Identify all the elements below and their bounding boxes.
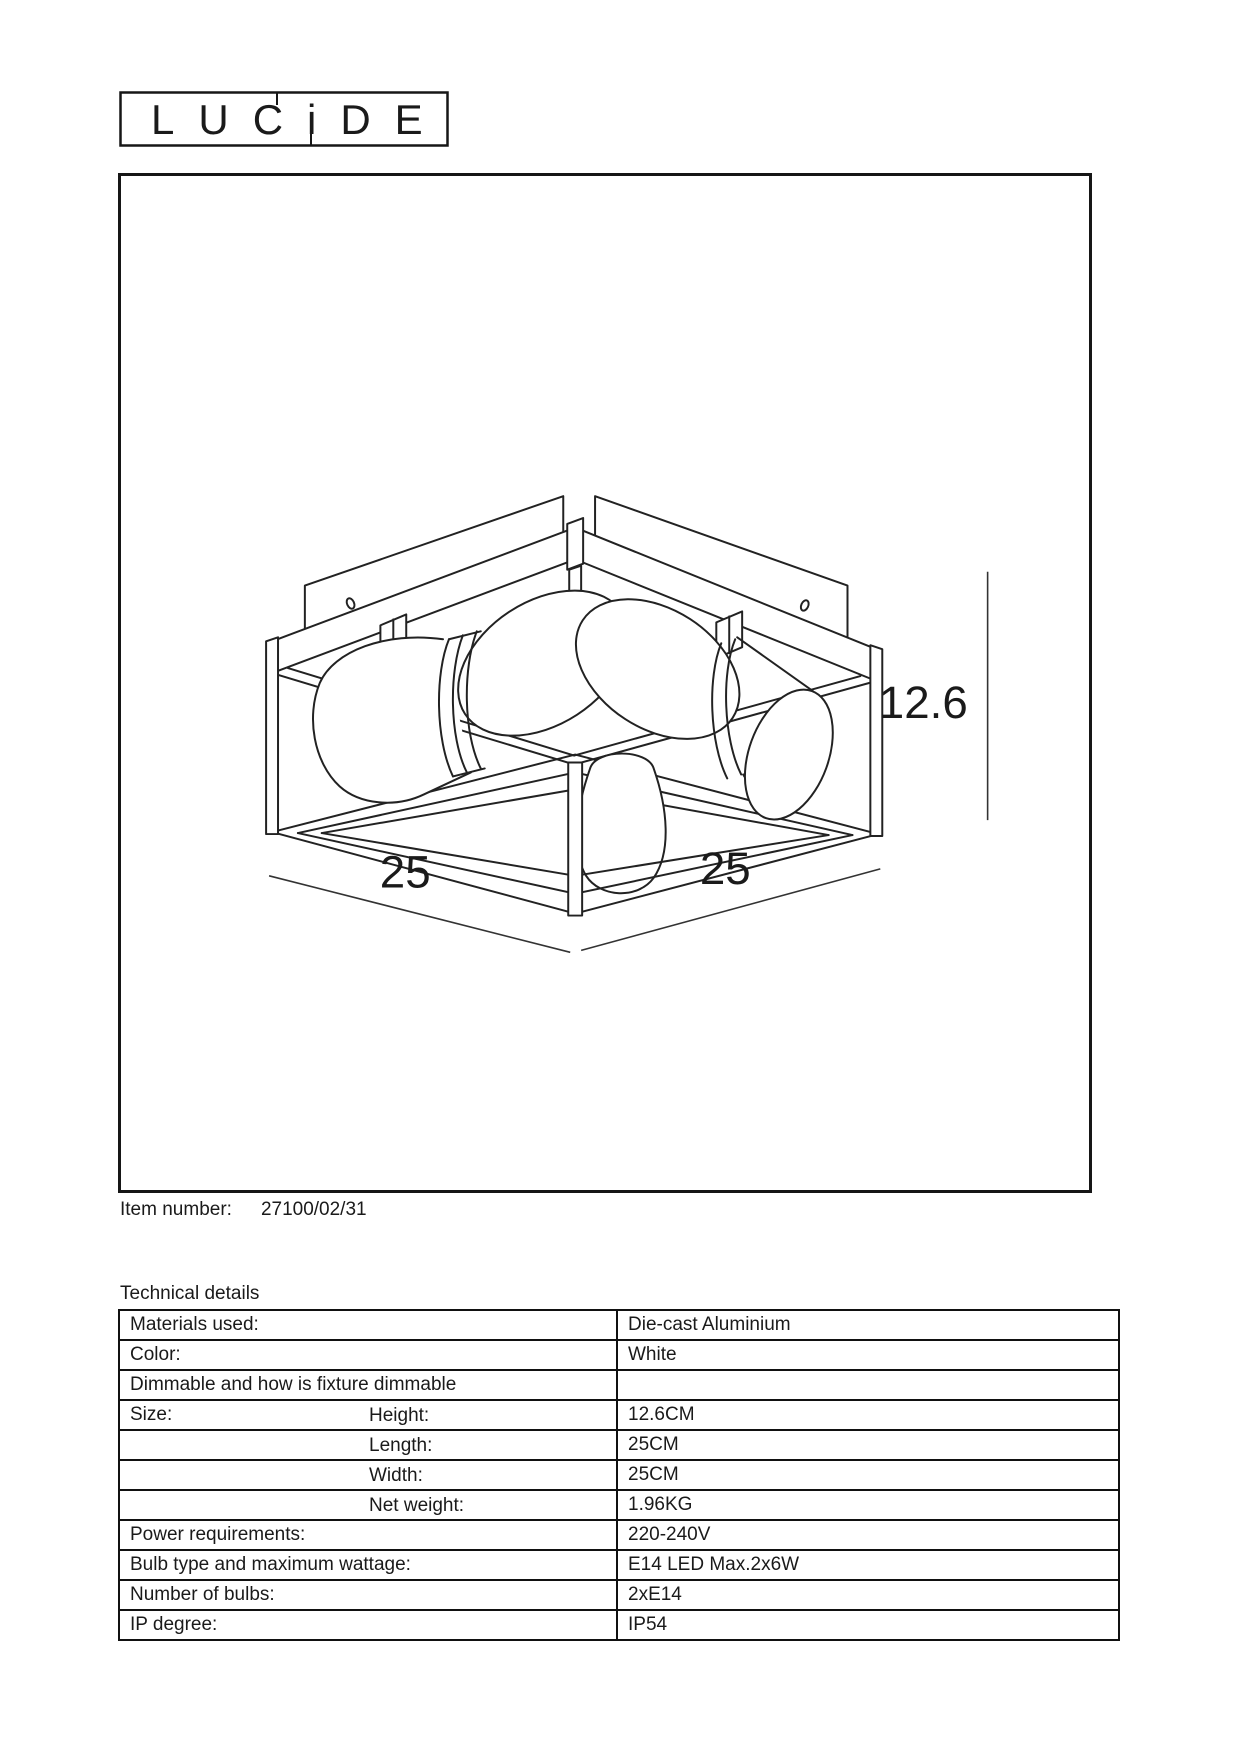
spec-label: Materials used: — [130, 1314, 259, 1335]
corner-post-left — [266, 637, 278, 834]
spec-label: Color: — [130, 1344, 181, 1365]
spec-row — [119, 1520, 1119, 1550]
logo-text: LUCiDE — [151, 96, 447, 143]
spec-value: White — [617, 1340, 1119, 1370]
spec-row — [119, 1490, 1119, 1520]
spec-value: 220-240V — [617, 1520, 1119, 1550]
spec-value: 25CM — [617, 1430, 1119, 1460]
spec-label: Size: — [130, 1404, 173, 1425]
technical-table — [118, 1309, 1120, 1641]
dimension-label-width-left: 25 — [379, 846, 431, 898]
dimension-label-height: 12.6 — [878, 676, 968, 728]
brand-logo — [119, 90, 449, 148]
spec-value: Die-cast Aluminium — [617, 1310, 1119, 1340]
corner-post-right — [870, 645, 882, 836]
spec-row — [119, 1610, 1119, 1640]
spec-row — [119, 1370, 1119, 1400]
item-number-label: Item number: — [120, 1199, 232, 1220]
spec-value: IP54 — [617, 1610, 1119, 1640]
bulb-centre — [577, 754, 666, 894]
spot-face-right — [728, 677, 849, 831]
spec-row — [119, 1550, 1119, 1580]
spec-value — [617, 1370, 1119, 1400]
spec-label: Power requirements: — [130, 1524, 306, 1545]
spec-label: IP degree: — [130, 1614, 218, 1635]
spec-value: E14 LED Max.2x6W — [617, 1550, 1119, 1580]
spec-label: Dimmable and how is fixture dimmable — [130, 1374, 457, 1395]
lucide-logo-icon — [119, 90, 449, 148]
spec-row — [119, 1310, 1119, 1340]
spec-row — [119, 1580, 1119, 1610]
technical-table-body — [119, 1310, 1119, 1640]
spec-sublabel: Length: — [369, 1435, 433, 1456]
item-number-value: 27100/02/31 — [260, 1199, 367, 1220]
spec-row — [119, 1400, 1119, 1430]
spec-row — [119, 1460, 1119, 1490]
corner-post-front — [568, 763, 582, 916]
spec-value: 1.96KG — [617, 1490, 1119, 1520]
spec-label: Bulb type and maximum wattage: — [130, 1554, 411, 1575]
spec-value: 25CM — [617, 1460, 1119, 1490]
dimension-label-width-right: 25 — [699, 842, 751, 894]
spec-value: 12.6CM — [617, 1400, 1119, 1430]
spec-sublabel: Width: — [369, 1465, 423, 1486]
item-number-row — [120, 1199, 367, 1221]
spec-sublabel: Height: — [369, 1405, 430, 1426]
spec-row — [119, 1430, 1119, 1460]
technical-details-heading: Technical details — [120, 1283, 260, 1304]
spec-label: Number of bulbs: — [130, 1584, 275, 1605]
spot-body-left — [313, 638, 471, 803]
spec-row — [119, 1340, 1119, 1370]
spec-value: 2xE14 — [617, 1580, 1119, 1610]
drawing-panel — [118, 173, 1092, 1193]
spec-sublabel: Net weight: — [369, 1495, 465, 1516]
fixture-technical-drawing — [121, 176, 1089, 1190]
